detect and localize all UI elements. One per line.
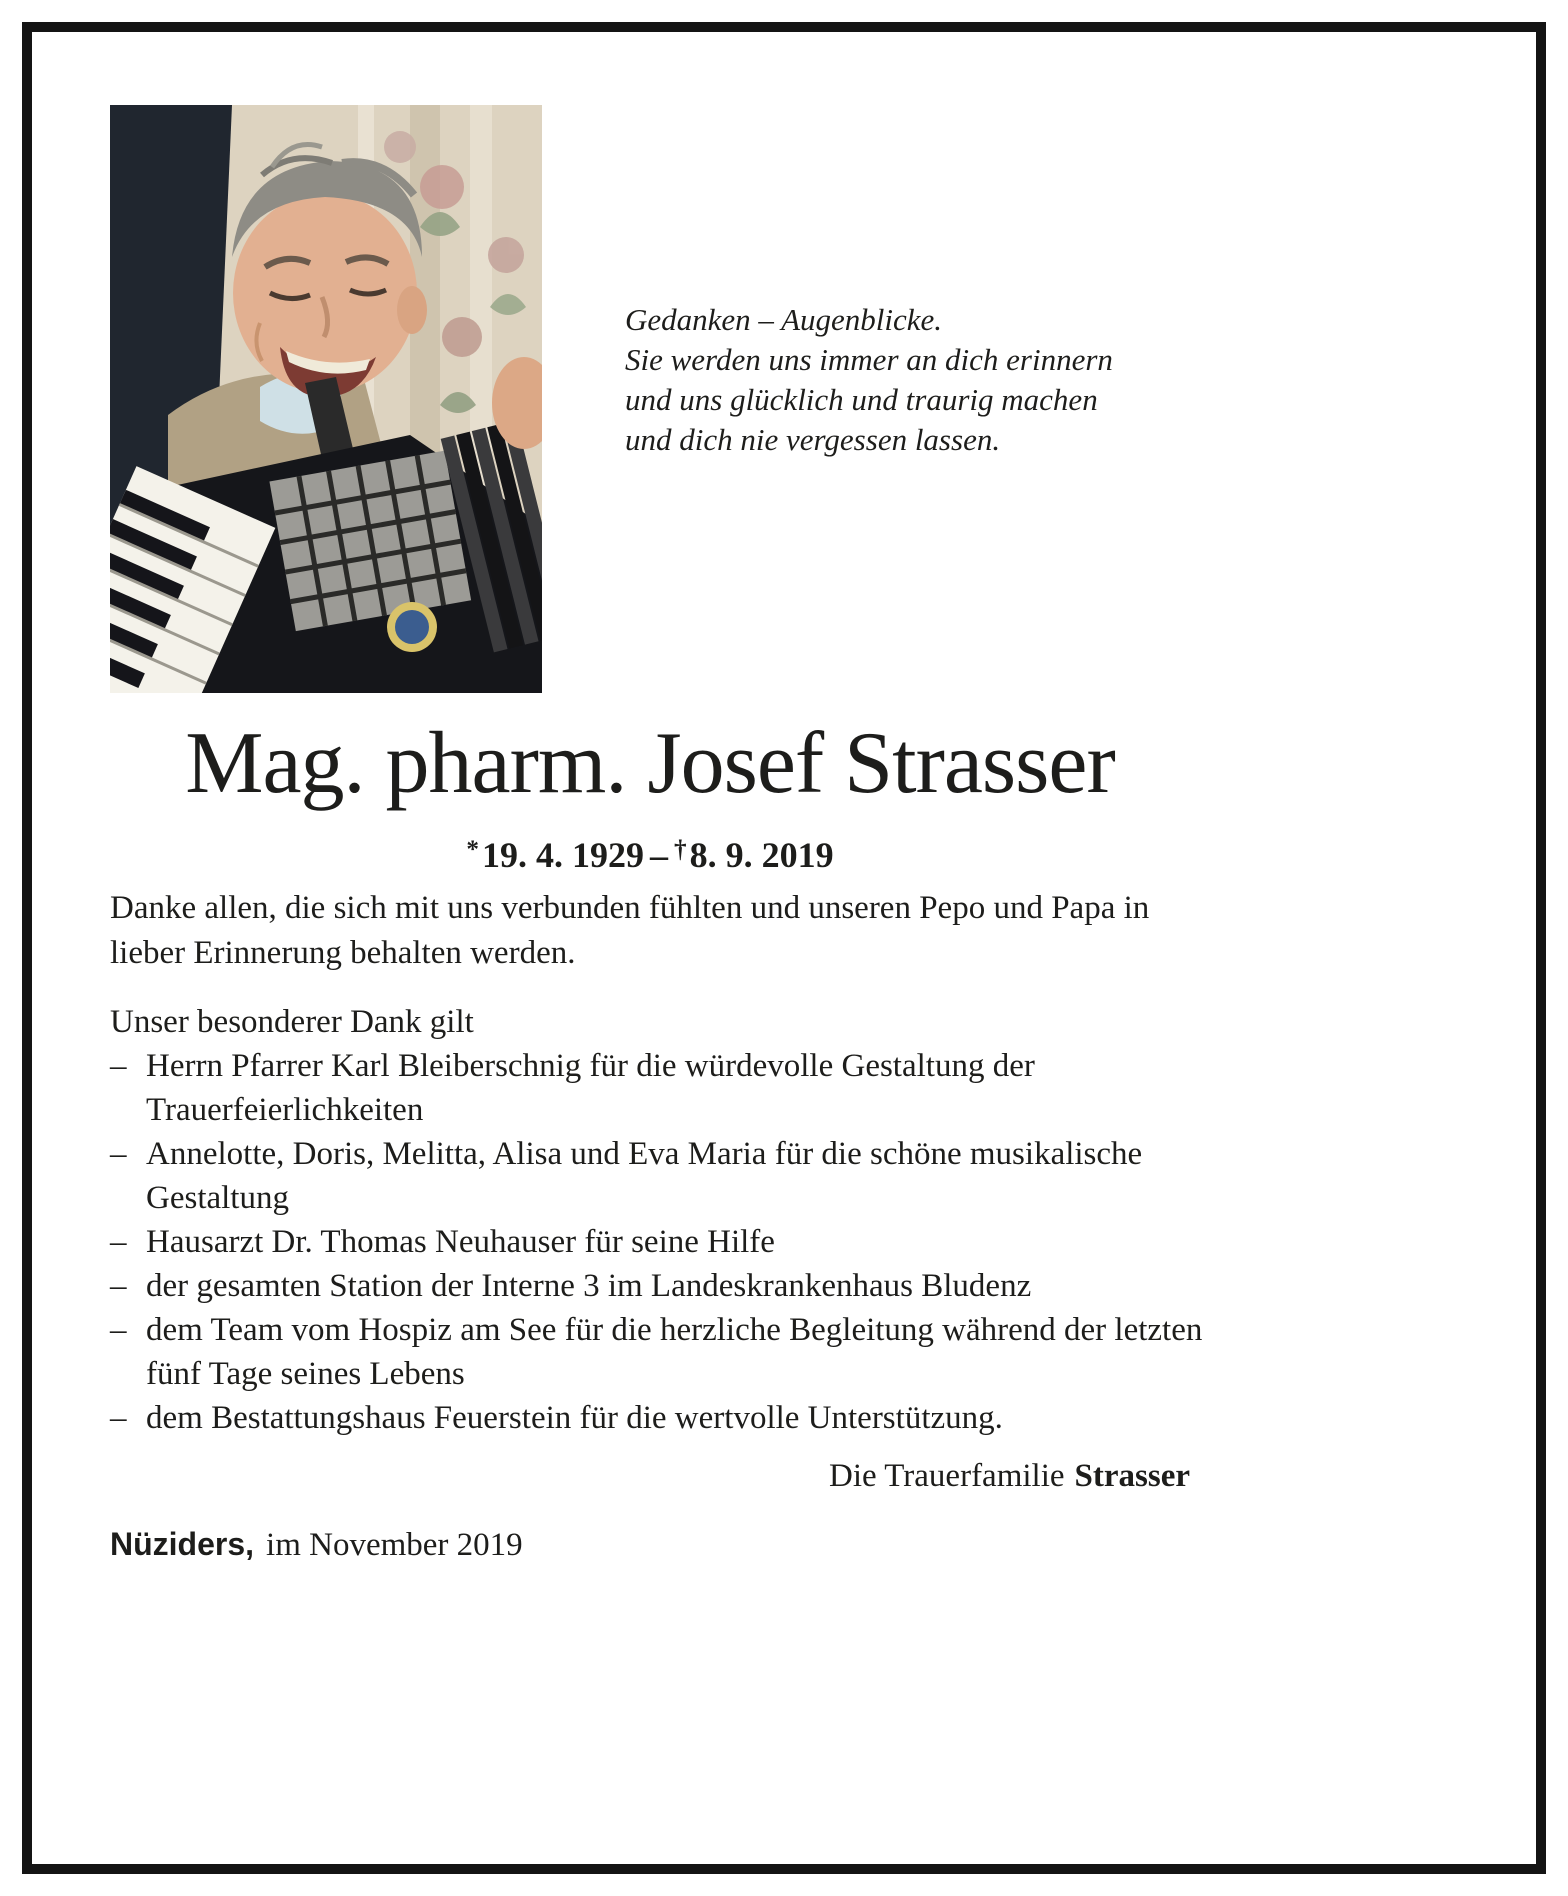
deceased-name: Mag. pharm. Josef Strasser [185, 715, 1115, 812]
family-name: Strasser [1074, 1458, 1190, 1494]
notice-date: im November 2019 [266, 1527, 523, 1563]
birth-date: 19. 4. 1929 [482, 835, 644, 875]
thanks-item: – dem Team vom Hospiz am See für die herzliche Begleitung während der letzten fünf Tage seines Lebens [110, 1308, 1220, 1396]
thanks-item: – Herrn Pfarrer Karl Bleiberschnig für die würdevolle Gestaltung der Trauerfeierlichkeiten [110, 1044, 1220, 1132]
epigraph-line: und uns glücklich und traurig machen [625, 382, 1098, 417]
portrait-photo [110, 105, 542, 693]
epigraph-line: Gedanken – Augenblicke. [625, 302, 943, 337]
epigraph-line: und dich nie vergessen lassen. [625, 422, 1001, 457]
thanks-item: – dem Bestattungshaus Feuerstein für die wertvolle Unterstützung. [110, 1396, 1220, 1440]
thanks-list [110, 1044, 1220, 1440]
thanks-paragraph: Danke allen, die sich mit uns verbunden fühlten und unseren Pepo und Papa in lieber Erinnerung behalten werden. [110, 890, 1150, 971]
thanks-item: – Hausarzt Dr. Thomas Neuhauser für seine Hilfe [110, 1220, 1220, 1264]
epigraph [625, 300, 1200, 460]
death-date: 8. 9. 2019 [689, 835, 834, 875]
thanks-item: – der gesamten Station der Interne 3 im Landeskrankenhaus Bludenz [110, 1264, 1220, 1308]
signature-line [110, 1458, 1190, 1495]
place-name: Nüziders, [110, 1526, 255, 1562]
birth-symbol: * [466, 836, 479, 864]
signature-prefix: Die Trauerfamilie [829, 1458, 1065, 1494]
special-thanks-heading: Unser besonderer Dank gilt [110, 1004, 474, 1040]
death-symbol: † [674, 836, 687, 864]
thanks-item: – Annelotte, Doris, Melitta, Alisa und Eva Maria für die schöne musikalische Gestaltung [110, 1132, 1220, 1220]
dates-separator: – [650, 835, 668, 875]
place-date-line [110, 1526, 1190, 1564]
life-dates [110, 834, 1190, 876]
epigraph-line: Sie werden uns immer an dich erinnern [625, 342, 1113, 377]
